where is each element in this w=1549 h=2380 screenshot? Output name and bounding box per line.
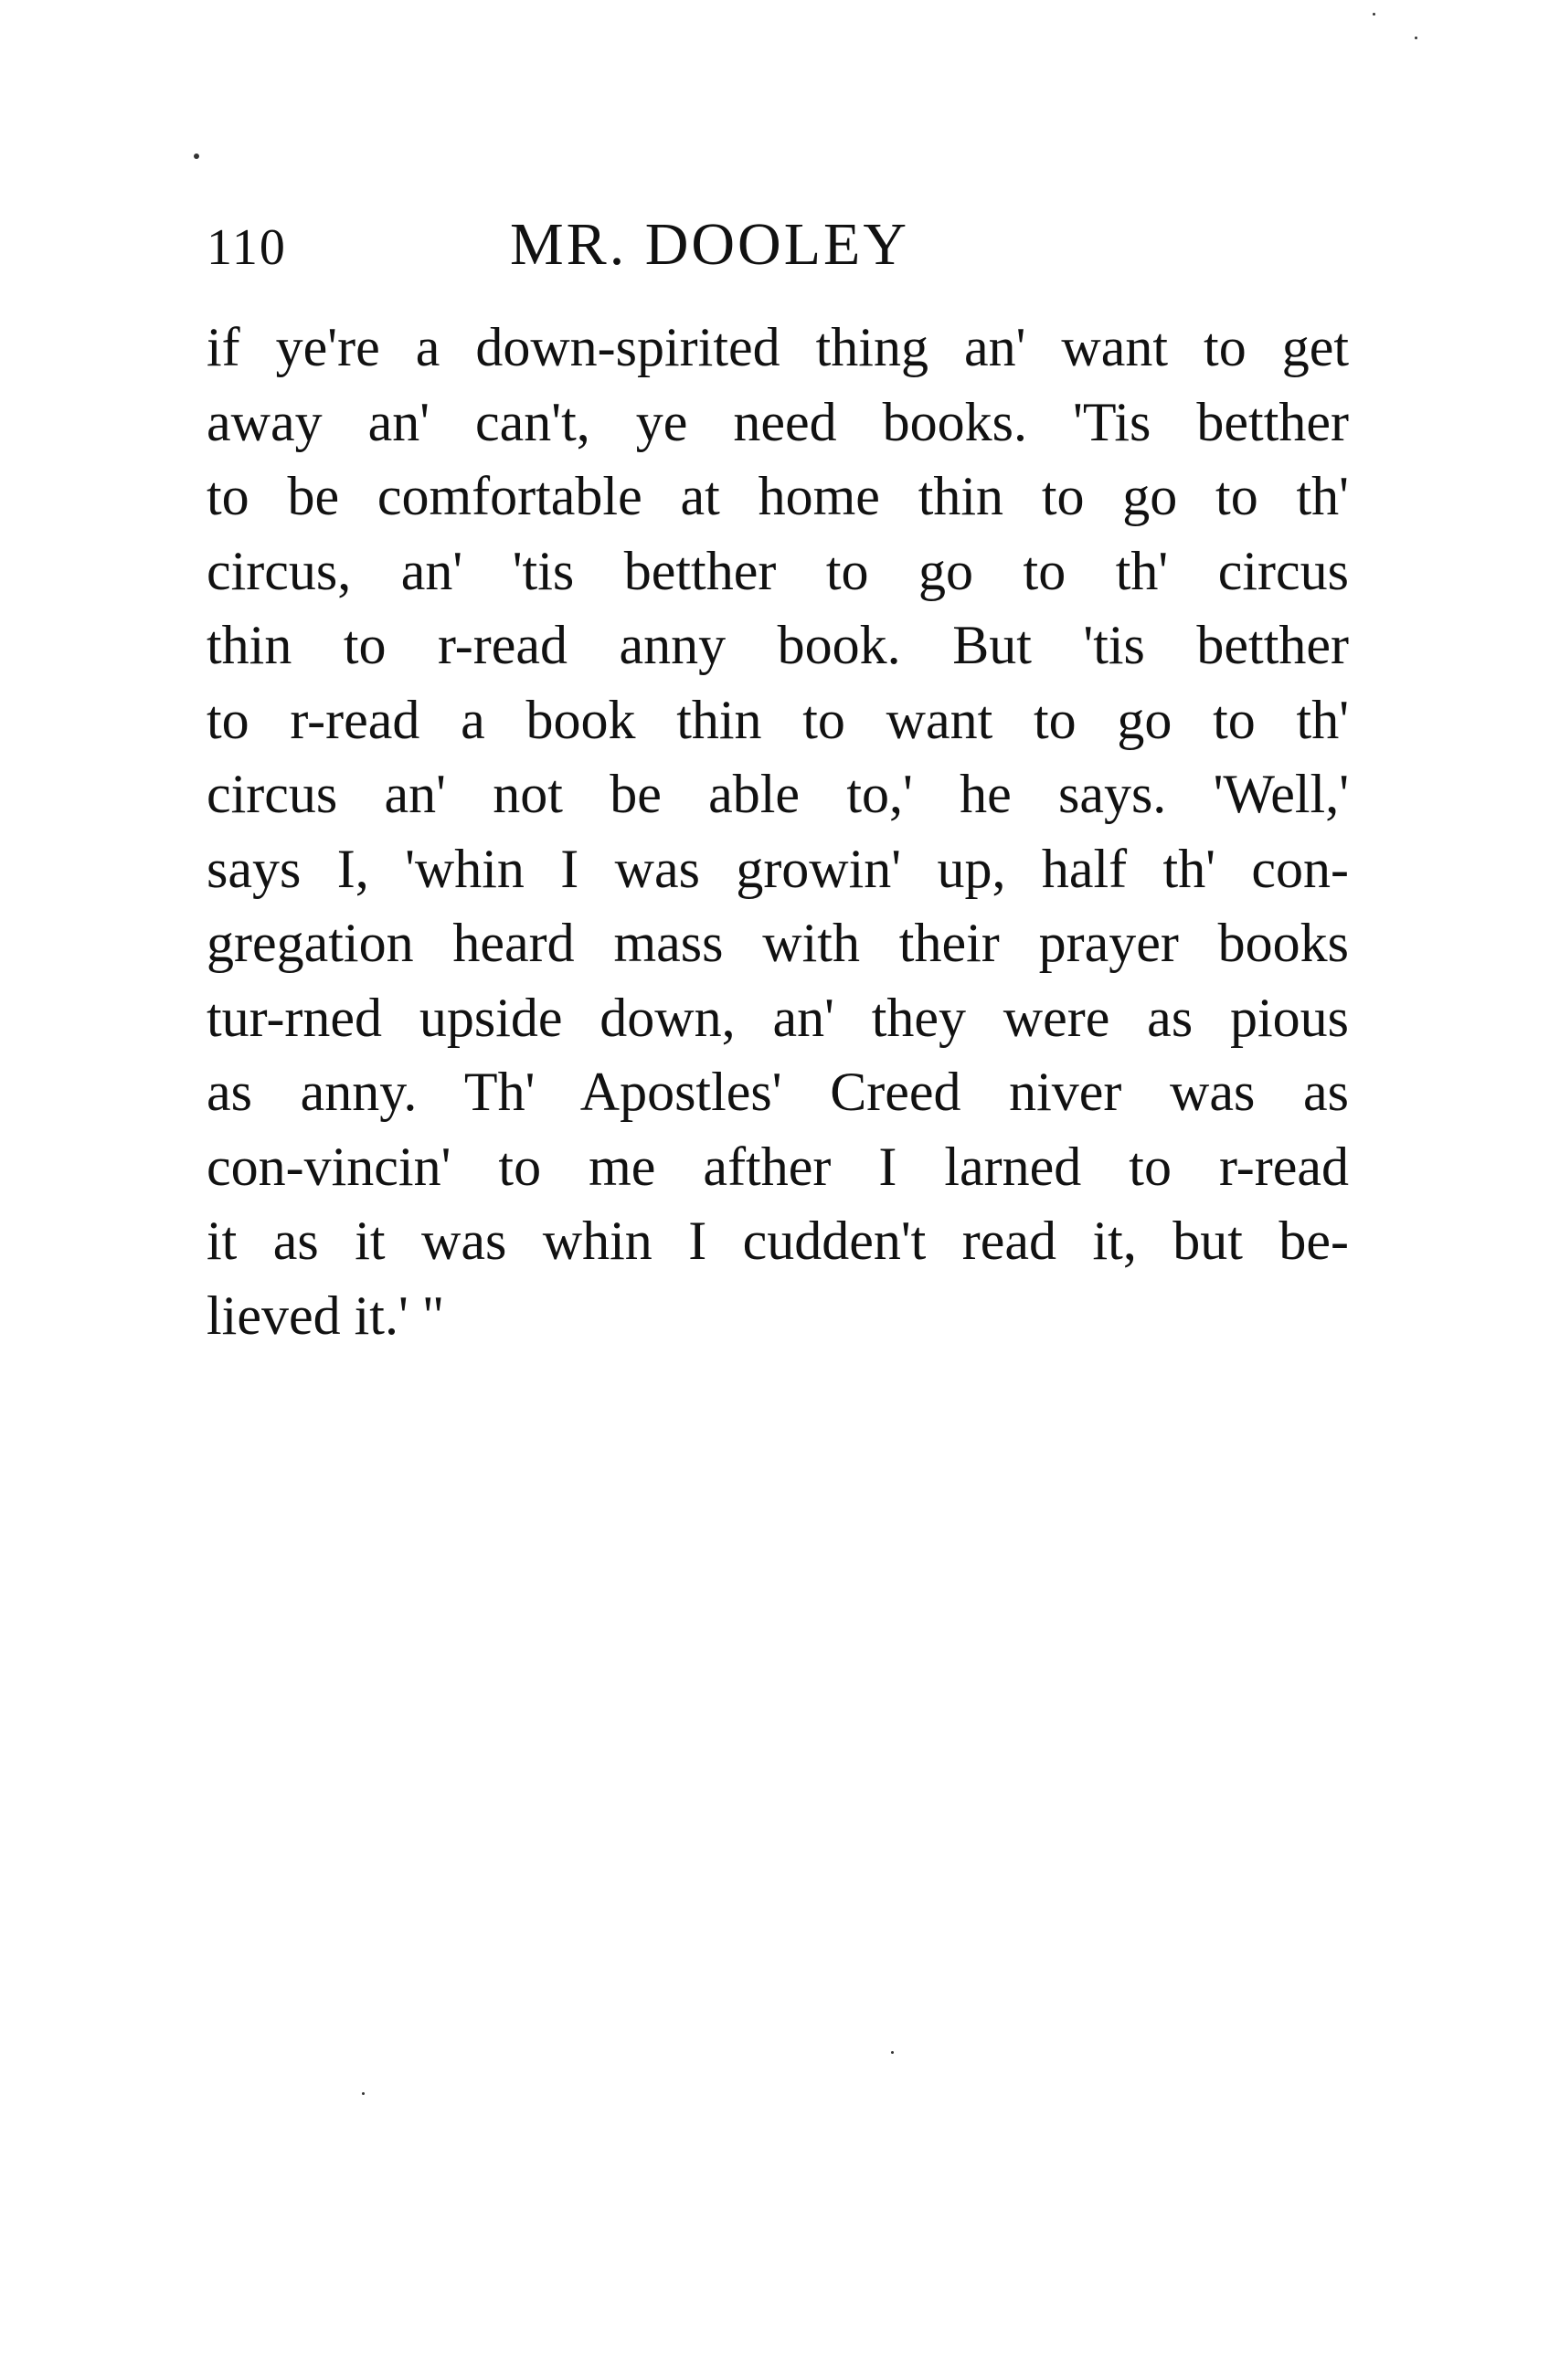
- scan-speck: [1373, 13, 1375, 16]
- page-number: 110: [207, 219, 287, 276]
- text-line: thin to r-read anny book. But 'tis betther: [207, 615, 1349, 675]
- text-line: circus an' not be able to,' he says. 'Well,': [207, 764, 1349, 824]
- text-line: away an' can't, ye need books. 'Tis betther: [207, 391, 1349, 452]
- text-line: as anny. Th' Apostles' Creed niver was as: [207, 1062, 1349, 1122]
- scan-speck: [194, 153, 199, 159]
- running-head: [207, 208, 1349, 291]
- scan-speck: [362, 2092, 365, 2095]
- running-title: MR. DOOLEY: [510, 211, 909, 278]
- text-line: circus, an' 'tis betther to go to th' circus: [207, 540, 1349, 601]
- text-line: to be comfortable at home thin to go to th': [207, 466, 1349, 526]
- text-line: gregation heard mass with their prayer books: [207, 913, 1349, 973]
- text-line: says I, 'whin I was growin' up, half th' con-: [207, 838, 1349, 899]
- scan-speck: [891, 2051, 894, 2054]
- text-line: tur-rned upside down, an' they were as pious: [207, 987, 1349, 1048]
- text-line: to r-read a book thin to want to go to th': [207, 689, 1349, 750]
- text-line: it as it was whin I cudden't read it, but be-: [207, 1211, 1349, 1271]
- text-line: lieved it.' ": [207, 1285, 445, 1346]
- text-line: if ye're a down-spirited thing an' want to get: [207, 317, 1349, 377]
- body-text: [207, 311, 1349, 1353]
- scan-speck: [1415, 37, 1417, 39]
- text-line: con-vincin' to me afther I larned to r-read: [207, 1136, 1349, 1197]
